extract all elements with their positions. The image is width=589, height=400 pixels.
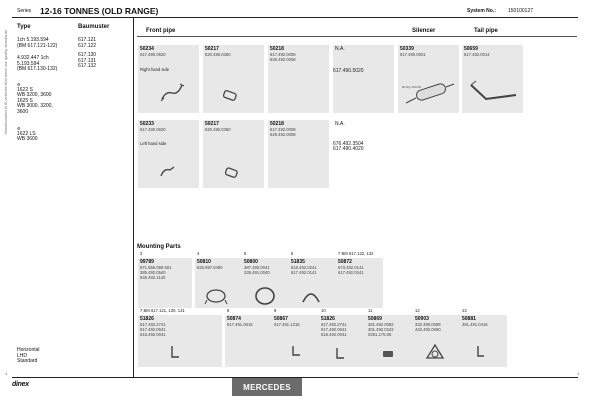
mount-card-50872[interactable] — [336, 251, 383, 308]
left-column-divider — [133, 17, 134, 377]
part-numbers: 617.490.0620 — [140, 52, 166, 57]
side-disclaimer: Manufactured to fit vehicles that meet our quality standards — [3, 30, 8, 135]
part-numbers: 381.491.0416 — [462, 322, 488, 327]
part-numbers: 625.997.0490 — [197, 265, 223, 270]
part-code: 50800 — [244, 259, 258, 265]
part-numbers: 673.492.0141 617.492.0241 — [338, 265, 364, 275]
part-code: 50218 — [270, 46, 284, 52]
side-label: Left hand side — [140, 141, 167, 146]
part-numbers: 617.492.0014 — [464, 52, 490, 57]
mount-card-50869[interactable] — [366, 308, 413, 367]
front-pipe-icon — [158, 77, 188, 107]
part-code: 50874 — [227, 316, 241, 322]
part-numbers: 617.492.0008 628.492.0008 — [270, 52, 296, 62]
section-tail-pipe: Tail pipe — [474, 28, 498, 34]
part-card-silencer[interactable] — [398, 45, 459, 113]
part-card-front-pipe-lh[interactable] — [138, 120, 199, 188]
item-index: 8 — [227, 308, 230, 313]
section-rule — [137, 36, 577, 37]
part-code: 50339 — [400, 46, 414, 52]
mount-card-50881[interactable] — [460, 308, 507, 367]
part-code: 50867 — [274, 316, 288, 322]
hanger-icon — [333, 345, 349, 363]
header-rule — [12, 17, 578, 18]
front-pipe-icon — [158, 164, 178, 180]
part-code: 51826 — [140, 316, 154, 322]
mount-card-51826-b[interactable] — [319, 308, 366, 367]
part-numbers: 617.490.0001 — [400, 52, 426, 57]
mount-card-50867[interactable] — [272, 308, 319, 367]
configuration-notes: Horizontal LHD Standard — [17, 347, 40, 365]
mount-card-50874[interactable] — [225, 308, 272, 367]
item-index: 3 — [140, 251, 143, 256]
part-numbers: 618.492.0241 617.492.0141 — [291, 265, 317, 275]
mount-card-50800[interactable] — [242, 251, 289, 308]
part-numbers: 617.492.0008 628.492.0008 — [270, 127, 296, 137]
system-number: 150100127 — [508, 8, 534, 14]
part-numbers: 387.490.0041 335.491.0040 — [244, 265, 270, 275]
part-code: 50217 — [205, 121, 219, 127]
bracket-icon — [474, 343, 488, 361]
part-card-tail-pipe[interactable] — [462, 45, 523, 113]
model-block-1: ⚙ 1622 S WB 3200, 3600 1625 S WB 3000, 3200, 3600 — [17, 82, 53, 115]
bolt-icon — [290, 343, 304, 361]
part-code: 99789 — [140, 259, 154, 265]
item-index: 4 — [197, 251, 200, 256]
part-numbers: 620.490.0360 — [205, 52, 231, 57]
page-marker-left: 1 — [5, 371, 8, 376]
part-card-50217[interactable] — [203, 45, 264, 113]
part-code: 51826 — [321, 316, 335, 322]
item-index-with-note: 7 BM 617.122, 132 — [338, 251, 374, 256]
col-baumuster-header: Baumuster — [78, 24, 110, 30]
page-marker-right: 1 — [577, 371, 580, 376]
part-card-na-1[interactable] — [333, 45, 394, 113]
col-type-header: Type — [17, 24, 31, 30]
part-numbers: 381.492.0082 301.492.0342 0281.175.06 — [368, 322, 394, 337]
part-numbers: 676.492.3504 617.490.4020 — [333, 141, 364, 152]
engine-icon: ⚙ — [17, 82, 21, 87]
side-label: Right hand side — [140, 67, 170, 72]
item-index: 9 — [274, 308, 277, 313]
baumuster-group-1: 617.121 617.122 — [78, 37, 97, 49]
model-block-2: ⚙ 1622 LS WB 3600 — [17, 126, 38, 143]
mount-card-50810[interactable] — [195, 251, 242, 308]
part-card-50218-lh[interactable] — [268, 120, 329, 188]
part-code: 50218 — [270, 121, 284, 127]
hanger-icon — [168, 343, 184, 363]
engine-icon: ⚙ — [17, 126, 21, 131]
part-code: N.A. — [335, 121, 345, 127]
part-numbers: 620.490.0360 — [205, 127, 231, 132]
part-numbers: 971.555.099.501 385.492.0540 645.492.1140 — [140, 265, 172, 280]
mount-card-50903[interactable] — [413, 308, 460, 367]
strap-icon — [299, 284, 323, 306]
part-numbers: 617.491.0616 — [227, 322, 253, 327]
part-code: 50872 — [338, 259, 352, 265]
baumuster-group-2: 617.130 617.131 617.132 — [78, 52, 97, 70]
type-group-1: 1ch 5.193.594 (BM 617.121-122) — [17, 37, 58, 49]
section-mounting-parts: Mounting Parts — [137, 244, 181, 250]
item-index: 6 — [291, 251, 294, 256]
part-numbers: 617.491.1316 — [274, 322, 300, 327]
clamp-icon — [223, 166, 241, 180]
part-numbers: 332.490.0088 442.492.0080 — [415, 322, 441, 332]
part-card-front-pipe-rh[interactable] — [138, 45, 199, 113]
part-card-50217-lh[interactable] — [203, 120, 264, 188]
mount-card-51835[interactable] — [289, 251, 336, 308]
type-group-2: 4.932.447 1ch 5.193.594 (BM 617.130-132) — [17, 55, 58, 73]
bracket-icon — [203, 286, 229, 306]
tail-pipe-icon — [468, 75, 520, 109]
item-index: 13 — [462, 308, 467, 313]
item-index: 5 — [244, 251, 247, 256]
item-index: 12 — [415, 308, 420, 313]
part-numbers: 617.490.5020 — [333, 68, 364, 74]
part-code: N.A. — [335, 46, 345, 52]
system-label: System No.: — [467, 8, 496, 14]
ring-clamp-icon — [252, 285, 278, 307]
part-code: 50659 — [464, 46, 478, 52]
part-code: 51835 — [291, 259, 305, 265]
part-code: 50233 — [140, 121, 154, 127]
section-front-pipe: Front pipe — [146, 28, 176, 34]
section-silencer: Silencer — [412, 28, 436, 34]
part-code: 50234 — [140, 46, 154, 52]
series-label: Series — [17, 8, 32, 14]
item-index: 10 — [321, 308, 326, 313]
item-index: 11 — [368, 308, 373, 313]
flange-gasket-icon — [425, 343, 445, 361]
part-card-50218[interactable] — [268, 45, 329, 113]
rubber-mount-icon — [380, 348, 396, 360]
item-index-with-note: 7 BM 617.121, 130, 131 — [140, 308, 185, 313]
part-numbers: 617.490.0620 — [140, 127, 166, 132]
part-code: 50869 — [368, 316, 382, 322]
dinex-logo: dinex — [12, 381, 29, 388]
part-numbers: 617.492.2741 617.492.0641 616.492.0041 — [140, 322, 166, 337]
brand-banner: MERCEDES — [232, 378, 302, 396]
part-card-na-2[interactable] — [333, 120, 394, 188]
silencer-caption: Ø=Sig 150x50 — [402, 85, 422, 89]
part-code: 50903 — [415, 316, 429, 322]
part-code: 50810 — [197, 259, 211, 265]
part-code: 50881 — [462, 316, 476, 322]
mount-card-51826-a[interactable] — [138, 308, 222, 367]
part-numbers: 617.492.2741 617.492.0641 616.492.0041 — [321, 322, 347, 337]
clamp-icon — [221, 89, 241, 103]
mount-card-99789[interactable] — [138, 251, 192, 308]
page-title: 12-16 TONNES (OLD RANGE) — [40, 6, 159, 16]
part-code: 50217 — [205, 46, 219, 52]
